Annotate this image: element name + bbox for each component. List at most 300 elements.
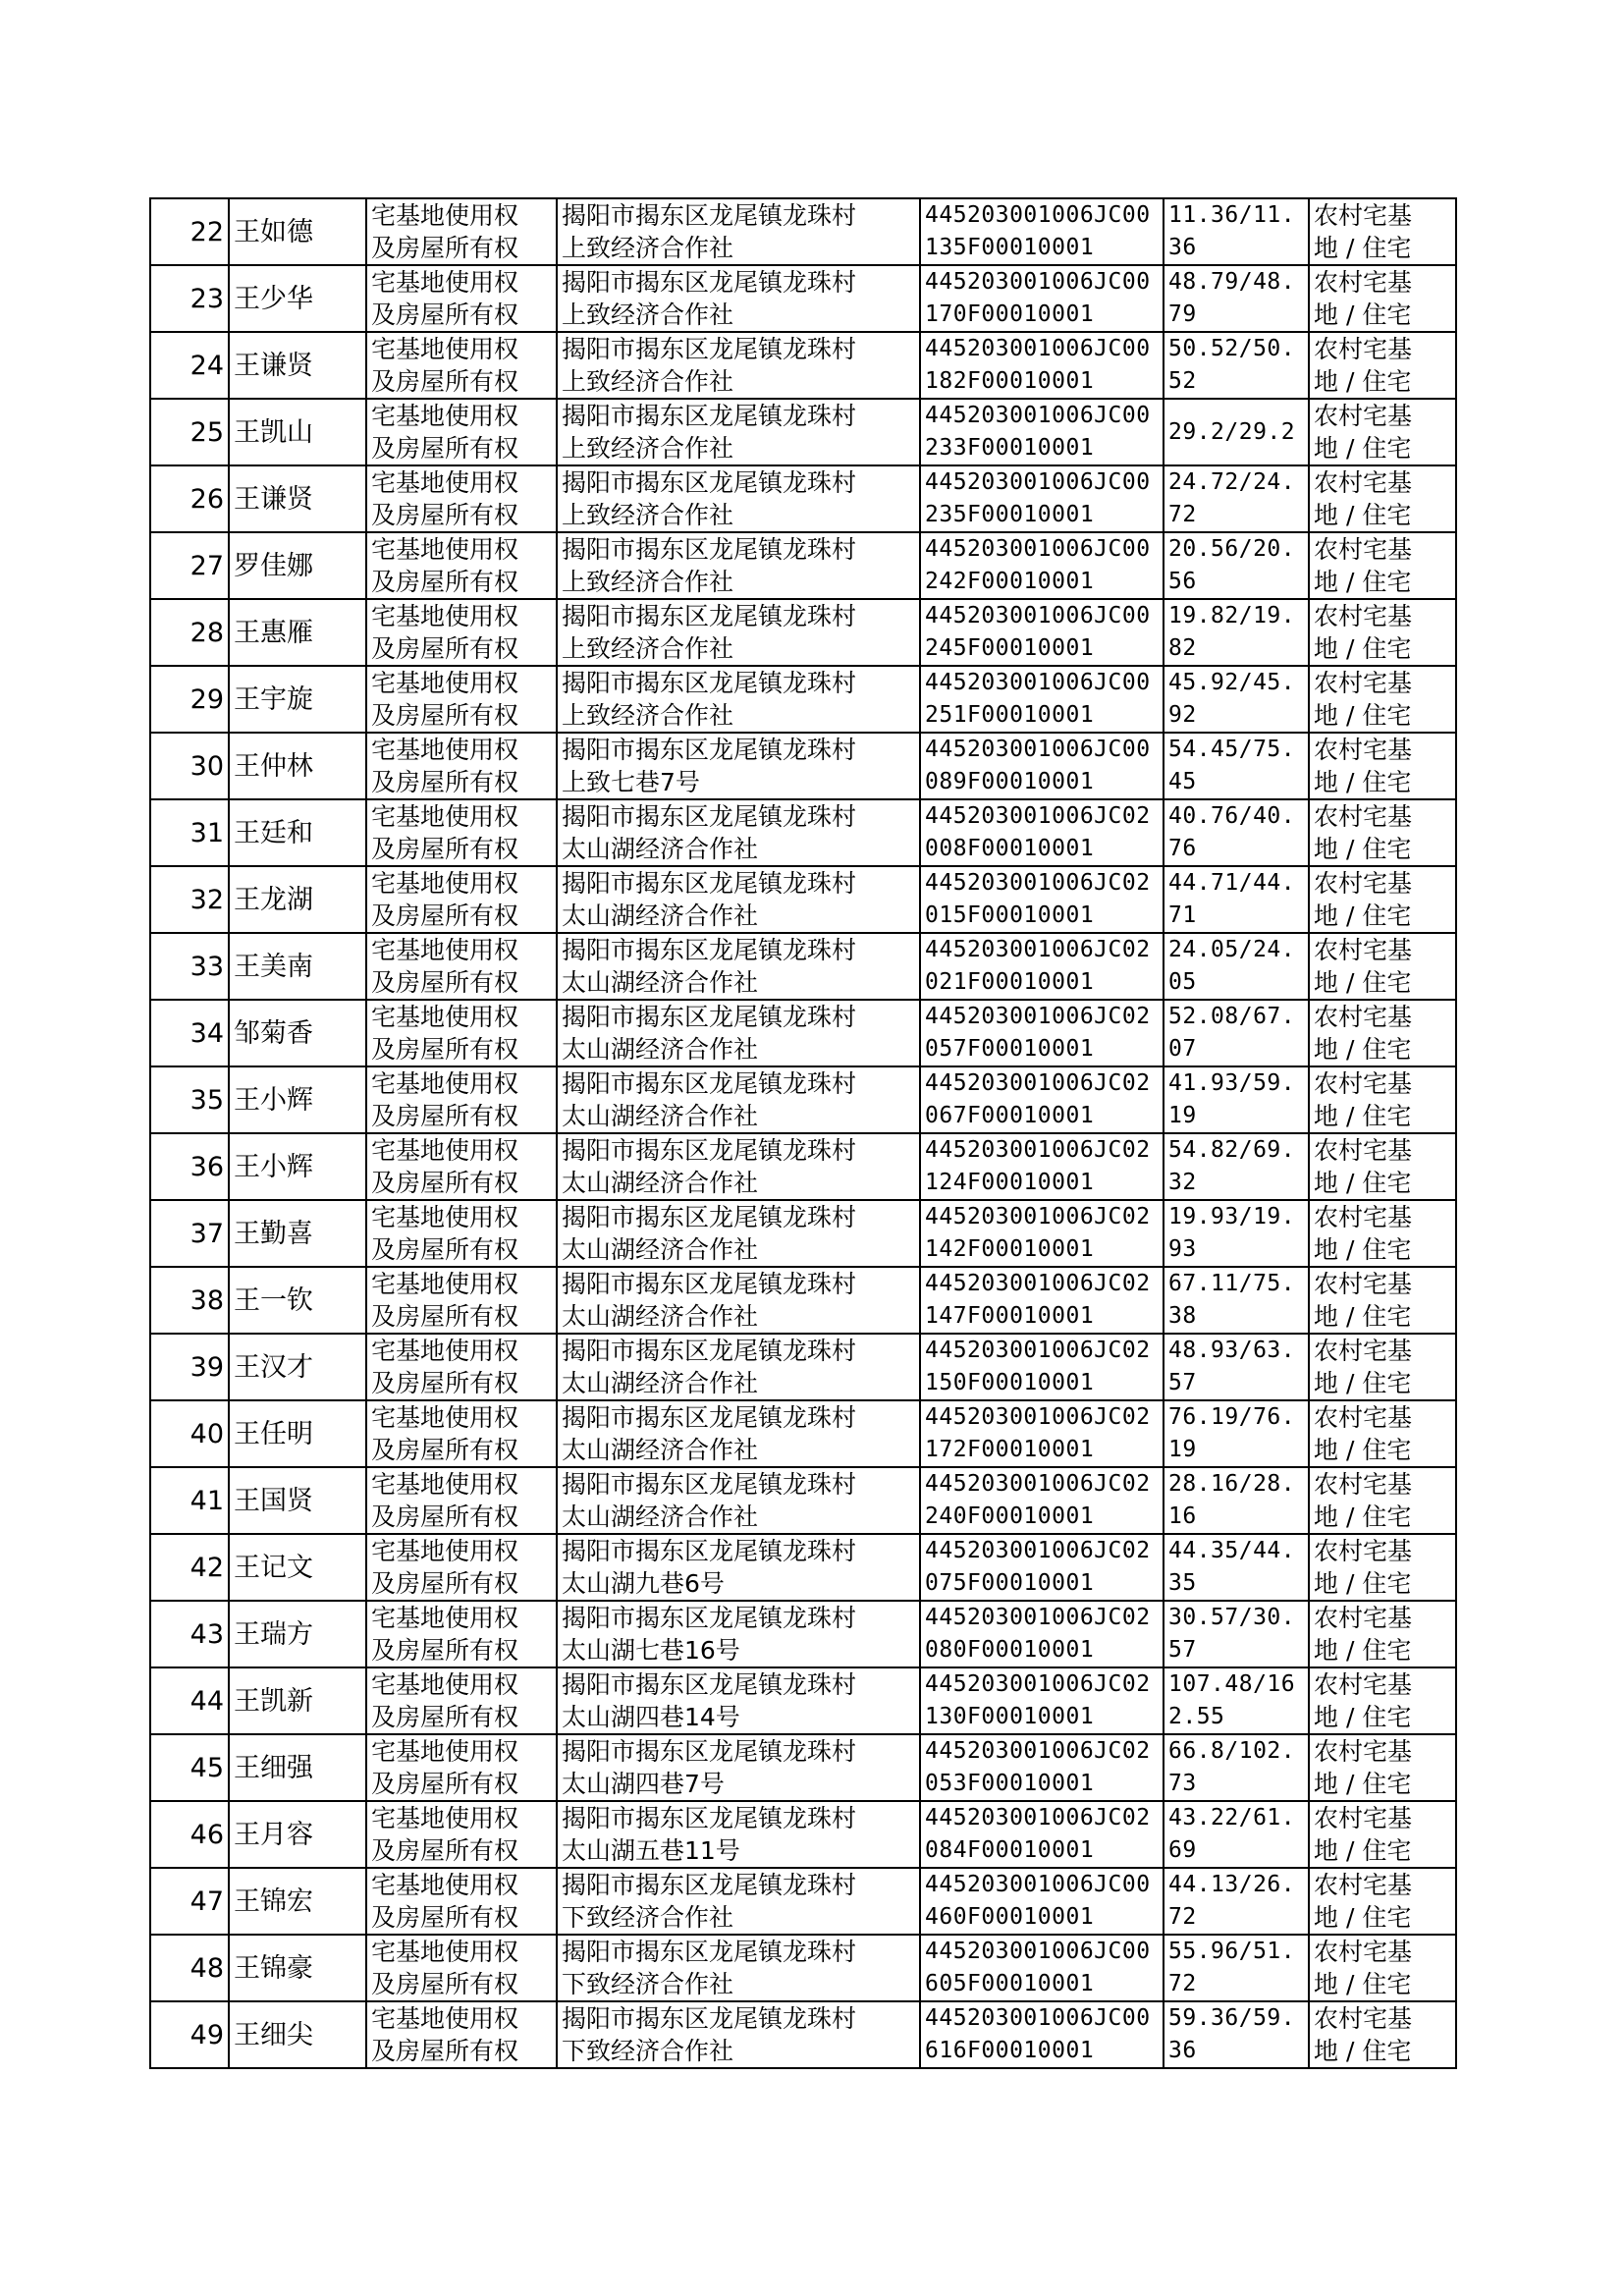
right-type-cell [366,1267,557,1334]
usage-cell [1309,1133,1456,1200]
right-type-cell [366,1868,557,1935]
unit-code-cell-line: 084F00010001 [925,1837,1095,1863]
unit-code-cell-line: 142F00010001 [925,1236,1095,1262]
table-row [150,198,1456,265]
row-number-cell: 24 [150,332,229,399]
table-row [150,733,1456,799]
usage-cell-line: 农村宅基 [1314,1270,1413,1298]
area-cell [1164,1334,1309,1400]
right-type-cell-line: 宅基地使用权 [371,1938,519,1966]
unit-code-cell-line: 445203001006JC02 [925,1671,1151,1697]
unit-code-cell-line: 445203001006JC02 [925,1070,1151,1096]
unit-code-cell [920,1601,1164,1667]
usage-cell [1309,1267,1456,1334]
unit-code-cell [920,2001,1164,2068]
owner-name-cell: 王国贤 [229,1467,366,1534]
usage-cell-line: 农村宅基 [1314,1804,1413,1832]
location-cell-line: 上致经济合作社 [562,701,734,730]
right-type-cell-line: 及房屋所有权 [371,835,519,863]
row-number-cell: 32 [150,866,229,933]
area-cell [1164,1534,1309,1601]
unit-code-cell [920,1801,1164,1868]
row-number-cell: 41 [150,1467,229,1534]
location-cell [557,399,920,465]
usage-cell-line: 地 / 住宅 [1314,568,1412,596]
unit-code-cell-line: 130F00010001 [925,1704,1095,1729]
row-number-cell: 36 [150,1133,229,1200]
area-cell [1164,1734,1309,1801]
location-cell-line: 揭阳市揭东区龙尾镇龙珠村 [562,1871,857,1899]
location-cell-line: 揭阳市揭东区龙尾镇龙珠村 [562,1403,857,1432]
owner-name-cell: 罗佳娜 [229,532,366,599]
location-cell-line: 上致七巷7号 [562,768,700,796]
right-type-cell-line: 及房屋所有权 [371,968,519,997]
location-cell-line: 揭阳市揭东区龙尾镇龙珠村 [562,268,857,297]
unit-code-cell [920,1400,1164,1467]
right-type-cell-line: 及房屋所有权 [371,1302,519,1331]
unit-code-cell-line: 445203001006JC02 [925,1471,1151,1497]
area-cell [1164,1467,1309,1534]
usage-cell [1309,532,1456,599]
area-cell-line: 54.45/75. [1168,737,1296,762]
area-cell-line: 50.52/50. [1168,336,1296,361]
location-cell-line: 揭阳市揭东区龙尾镇龙珠村 [562,1069,857,1098]
right-type-cell [366,1133,557,1200]
table-row [150,532,1456,599]
area-cell [1164,1000,1309,1066]
location-cell-line: 太山湖经济合作社 [562,1169,759,1197]
table-row [150,1200,1456,1267]
location-cell-line: 太山湖经济合作社 [562,1102,759,1130]
row-number-cell: 29 [150,666,229,733]
right-type-cell [366,1667,557,1734]
usage-cell-line: 地 / 住宅 [1314,1102,1412,1130]
usage-cell-line: 农村宅基 [1314,1069,1413,1098]
location-cell [557,1801,920,1868]
location-cell-line: 揭阳市揭东区龙尾镇龙珠村 [562,1136,857,1165]
area-cell-line: 66.8/102. [1168,1738,1296,1764]
unit-code-cell-line: 445203001006JC02 [925,1538,1151,1563]
right-type-cell [366,1467,557,1534]
row-number-cell: 43 [150,1601,229,1667]
table-row [150,1868,1456,1935]
area-cell-line: 43.22/61. [1168,1805,1296,1831]
right-type-cell [366,399,557,465]
usage-cell [1309,933,1456,1000]
location-cell-line: 揭阳市揭东区龙尾镇龙珠村 [562,1604,857,1632]
location-cell-line: 太山湖经济合作社 [562,835,759,863]
unit-code-cell-line: 605F00010001 [925,1971,1095,1996]
area-cell-line: 48.93/63. [1168,1338,1296,1363]
unit-code-cell-line: 445203001006JC00 [925,336,1151,361]
area-cell [1164,1667,1309,1734]
row-number-cell: 37 [150,1200,229,1267]
area-cell [1164,1935,1309,2001]
area-cell-line: 52.08/67. [1168,1004,1296,1029]
right-type-cell-line: 及房屋所有权 [371,1503,519,1531]
unit-code-cell-line: 015F00010001 [925,902,1095,928]
owner-name-cell: 王任明 [229,1400,366,1467]
owner-name-cell: 王廷和 [229,799,366,866]
usage-cell [1309,1334,1456,1400]
area-cell [1164,1133,1309,1200]
right-type-cell-line: 及房屋所有权 [371,1235,519,1264]
right-type-cell [366,265,557,332]
table-row [150,599,1456,666]
location-cell [557,1267,920,1334]
area-cell-line: 48.79/48. [1168,269,1296,295]
right-type-cell [366,1400,557,1467]
table-row [150,1667,1456,1734]
usage-cell [1309,465,1456,532]
usage-cell-line: 农村宅基 [1314,1003,1413,1031]
table-row [150,1534,1456,1601]
owner-name-cell: 王龙湖 [229,866,366,933]
owner-name-cell: 王谦贤 [229,332,366,399]
location-cell [557,799,920,866]
owner-name-cell: 王惠雁 [229,599,366,666]
area-cell-line: 55.96/51. [1168,1939,1296,1964]
table-body [150,198,1456,2068]
right-type-cell-line: 及房屋所有权 [371,768,519,796]
unit-code-cell-line: 240F00010001 [925,1503,1095,1529]
area-cell [1164,1267,1309,1334]
location-cell-line: 揭阳市揭东区龙尾镇龙珠村 [562,1938,857,1966]
right-type-cell-line: 宅基地使用权 [371,201,519,230]
owner-name-cell: 王汉才 [229,1334,366,1400]
right-type-cell [366,332,557,399]
area-cell [1164,666,1309,733]
location-cell-line: 太山湖经济合作社 [562,1369,759,1397]
area-cell [1164,1200,1309,1267]
usage-cell-line: 农村宅基 [1314,1537,1413,1565]
location-cell-line: 揭阳市揭东区龙尾镇龙珠村 [562,201,857,230]
usage-cell-line: 地 / 住宅 [1314,1503,1412,1531]
table-row [150,1467,1456,1534]
area-cell [1164,399,1309,465]
unit-code-cell-line: 172F00010001 [925,1437,1095,1462]
usage-cell-line: 农村宅基 [1314,1871,1413,1899]
unit-code-cell-line: 445203001006JC00 [925,670,1151,695]
owner-name-cell: 王记文 [229,1534,366,1601]
location-cell-line: 上致经济合作社 [562,234,734,262]
usage-cell-line: 农村宅基 [1314,936,1413,964]
usage-cell [1309,1534,1456,1601]
area-cell-line: 54.82/69. [1168,1137,1296,1163]
location-cell-line: 揭阳市揭东区龙尾镇龙珠村 [562,1337,857,1365]
unit-code-cell-line: 445203001006JC02 [925,1605,1151,1630]
right-type-cell-line: 宅基地使用权 [371,468,519,497]
right-type-cell-line: 宅基地使用权 [371,1670,519,1699]
location-cell [557,1868,920,1935]
area-cell-line: 52 [1168,368,1197,394]
location-cell-line: 揭阳市揭东区龙尾镇龙珠村 [562,1737,857,1766]
location-cell-line: 下致经济合作社 [562,1903,734,1932]
row-number-cell: 26 [150,465,229,532]
unit-code-cell [920,1267,1164,1334]
location-cell [557,1534,920,1601]
right-type-cell-line: 及房屋所有权 [371,1102,519,1130]
right-type-cell-line: 宅基地使用权 [371,1003,519,1031]
right-type-cell-line: 宅基地使用权 [371,535,519,564]
usage-cell-line: 农村宅基 [1314,468,1413,497]
right-type-cell-line: 及房屋所有权 [371,434,519,463]
usage-cell-line: 农村宅基 [1314,402,1413,430]
usage-cell-line: 农村宅基 [1314,1337,1413,1365]
owner-name-cell: 王凯新 [229,1667,366,1734]
owner-name-cell: 王小辉 [229,1133,366,1200]
usage-cell [1309,1734,1456,1801]
right-type-cell-line: 宅基地使用权 [371,1470,519,1499]
location-cell-line: 上致经济合作社 [562,568,734,596]
location-cell-line: 揭阳市揭东区龙尾镇龙珠村 [562,869,857,898]
area-cell-line: 11.36/11. [1168,202,1296,228]
usage-cell-line: 农村宅基 [1314,602,1413,630]
usage-cell-line: 地 / 住宅 [1314,1169,1412,1197]
usage-cell [1309,1868,1456,1935]
usage-cell-line: 地 / 住宅 [1314,968,1412,997]
row-number-cell: 45 [150,1734,229,1801]
usage-cell-line: 地 / 住宅 [1314,835,1412,863]
unit-code-cell-line: 445203001006JC02 [925,1738,1151,1764]
area-cell [1164,465,1309,532]
usage-cell-line: 地 / 住宅 [1314,1369,1412,1397]
owner-name-cell: 王锦豪 [229,1935,366,2001]
right-type-cell-line: 及房屋所有权 [371,2037,519,2065]
unit-code-cell-line: 445203001006JC02 [925,1404,1151,1430]
location-cell [557,532,920,599]
usage-cell [1309,1066,1456,1133]
table-row [150,1601,1456,1667]
usage-cell-line: 农村宅基 [1314,669,1413,697]
area-cell-line: 76.19/76. [1168,1404,1296,1430]
area-cell-line: 19.93/19. [1168,1204,1296,1229]
usage-cell-line: 农村宅基 [1314,268,1413,297]
usage-cell-line: 农村宅基 [1314,869,1413,898]
area-cell-line: 45 [1168,769,1197,794]
unit-code-cell-line: 233F00010001 [925,435,1095,461]
row-number-cell: 33 [150,933,229,1000]
unit-code-cell-line: 445203001006JC02 [925,803,1151,829]
area-cell [1164,1400,1309,1467]
area-cell [1164,1868,1309,1935]
unit-code-cell [920,1200,1164,1267]
row-number-cell: 28 [150,599,229,666]
table-row [150,465,1456,532]
right-type-cell-line: 及房屋所有权 [371,1569,519,1598]
area-cell-line: 28.16/28. [1168,1471,1296,1497]
table-row [150,332,1456,399]
usage-cell [1309,332,1456,399]
usage-cell-line: 地 / 住宅 [1314,1636,1412,1665]
location-cell [557,2001,920,2068]
usage-cell-line: 地 / 住宅 [1314,1770,1412,1798]
owner-name-cell: 邹菊香 [229,1000,366,1066]
owner-name-cell: 王细强 [229,1734,366,1801]
usage-cell [1309,666,1456,733]
right-type-cell-line: 及房屋所有权 [371,701,519,730]
table-row [150,1400,1456,1467]
area-cell-line: 69 [1168,1837,1197,1863]
usage-cell-line: 地 / 住宅 [1314,1436,1412,1464]
row-number-cell: 39 [150,1334,229,1400]
location-cell-line: 上致经济合作社 [562,501,734,529]
owner-name-cell: 王勤喜 [229,1200,366,1267]
usage-cell-line: 农村宅基 [1314,1670,1413,1699]
right-type-cell [366,1200,557,1267]
right-type-cell-line: 宅基地使用权 [371,1737,519,1766]
unit-code-cell [920,465,1164,532]
area-cell [1164,1801,1309,1868]
unit-code-cell [920,198,1164,265]
table-row [150,666,1456,733]
area-cell-line: 05 [1168,969,1197,995]
unit-code-cell [920,733,1164,799]
location-cell-line: 揭阳市揭东区龙尾镇龙珠村 [562,535,857,564]
owner-name-cell: 王锦宏 [229,1868,366,1935]
location-cell-line: 上致经济合作社 [562,301,734,329]
table-row [150,1801,1456,1868]
area-cell-line: 41.93/59. [1168,1070,1296,1096]
owner-name-cell: 王美南 [229,933,366,1000]
right-type-cell-line: 宅基地使用权 [371,669,519,697]
unit-code-cell [920,1667,1164,1734]
area-cell-line: 72 [1168,502,1197,527]
area-cell-line: 40.76/40. [1168,803,1296,829]
right-type-cell-line: 及房屋所有权 [371,367,519,396]
location-cell [557,1734,920,1801]
area-cell-line: 73 [1168,1771,1197,1796]
location-cell-line: 太山湖九巷6号 [562,1569,725,1598]
unit-code-cell [920,1868,1164,1935]
unit-code-cell-line: 089F00010001 [925,769,1095,794]
area-cell [1164,198,1309,265]
unit-code-cell-line: 616F00010001 [925,2038,1095,2063]
location-cell [557,1133,920,1200]
usage-cell-line: 农村宅基 [1314,1470,1413,1499]
unit-code-cell-line: 235F00010001 [925,502,1095,527]
right-type-cell-line: 宅基地使用权 [371,936,519,964]
usage-cell-line: 地 / 住宅 [1314,902,1412,930]
usage-cell-line: 地 / 住宅 [1314,1970,1412,1998]
location-cell-line: 揭阳市揭东区龙尾镇龙珠村 [562,669,857,697]
table-row [150,1133,1456,1200]
usage-cell [1309,733,1456,799]
unit-code-cell-line: 080F00010001 [925,1637,1095,1663]
row-number-cell: 35 [150,1066,229,1133]
row-number-cell: 30 [150,733,229,799]
unit-code-cell [920,1467,1164,1534]
owner-name-cell: 王仲林 [229,733,366,799]
location-cell [557,666,920,733]
usage-cell-line: 地 / 住宅 [1314,1302,1412,1331]
right-type-cell-line: 宅基地使用权 [371,602,519,630]
row-number-cell: 38 [150,1267,229,1334]
unit-code-cell-line: 445203001006JC00 [925,469,1151,495]
row-number-cell: 46 [150,1801,229,1868]
row-number-cell: 27 [150,532,229,599]
right-type-cell-line: 及房屋所有权 [371,1903,519,1932]
row-number-cell: 49 [150,2001,229,2068]
unit-code-cell-line: 067F00010001 [925,1103,1095,1128]
right-type-cell-line: 及房屋所有权 [371,1836,519,1865]
area-cell-line: 19 [1168,1437,1197,1462]
usage-cell [1309,1601,1456,1667]
area-cell [1164,799,1309,866]
right-type-cell-line: 及房屋所有权 [371,1169,519,1197]
owner-name-cell: 王凯山 [229,399,366,465]
location-cell [557,1200,920,1267]
usage-cell-line: 地 / 住宅 [1314,1903,1412,1932]
location-cell [557,933,920,1000]
right-type-cell [366,1935,557,2001]
area-cell-line: 32 [1168,1170,1197,1195]
right-type-cell-line: 及房屋所有权 [371,1703,519,1731]
unit-code-cell-line: 053F00010001 [925,1771,1095,1796]
right-type-cell-line: 宅基地使用权 [371,1069,519,1098]
unit-code-cell-line: 445203001006JC02 [925,1338,1151,1363]
usage-cell [1309,1801,1456,1868]
location-cell-line: 揭阳市揭东区龙尾镇龙珠村 [562,1003,857,1031]
right-type-cell [366,1000,557,1066]
unit-code-cell [920,1734,1164,1801]
right-type-cell-line: 及房屋所有权 [371,234,519,262]
area-cell-line: 76 [1168,836,1197,861]
area-cell-line: 30.57/30. [1168,1605,1296,1630]
unit-code-cell-line: 251F00010001 [925,702,1095,728]
registration-table [149,197,1457,2069]
area-cell-line: 36 [1168,2038,1197,2063]
unit-code-cell [920,1534,1164,1601]
location-cell-line: 下致经济合作社 [562,1970,734,1998]
unit-code-cell-line: 445203001006JC02 [925,1004,1151,1029]
right-type-cell-line: 及房屋所有权 [371,1636,519,1665]
right-type-cell-line: 及房屋所有权 [371,1770,519,1798]
location-cell-line: 太山湖经济合作社 [562,968,759,997]
location-cell [557,1935,920,2001]
right-type-cell-line: 及房屋所有权 [371,1035,519,1064]
location-cell [557,465,920,532]
row-number-cell: 25 [150,399,229,465]
area-cell-line: 45.92/45. [1168,670,1296,695]
right-type-cell-line: 宅基地使用权 [371,1804,519,1832]
location-cell [557,1000,920,1066]
right-type-cell [366,1601,557,1667]
location-cell-line: 上致经济合作社 [562,367,734,396]
area-cell [1164,332,1309,399]
unit-code-cell [920,265,1164,332]
area-cell-line: 72 [1168,1904,1197,1930]
right-type-cell [366,1534,557,1601]
unit-code-cell-line: 445203001006JC00 [925,536,1151,562]
unit-code-cell [920,933,1164,1000]
owner-name-cell: 王细尖 [229,2001,366,2068]
right-type-cell [366,1066,557,1133]
unit-code-cell-line: 057F00010001 [925,1036,1095,1062]
right-type-cell-line: 宅基地使用权 [371,1203,519,1231]
unit-code-cell-line: 182F00010001 [925,368,1095,394]
usage-cell [1309,2001,1456,2068]
location-cell-line: 揭阳市揭东区龙尾镇龙珠村 [562,1203,857,1231]
right-type-cell-line: 宅基地使用权 [371,736,519,764]
table-row [150,799,1456,866]
unit-code-cell-line: 445203001006JC02 [925,937,1151,962]
right-type-cell [366,799,557,866]
usage-cell-line: 农村宅基 [1314,802,1413,831]
location-cell-line: 太山湖经济合作社 [562,1436,759,1464]
unit-code-cell-line: 170F00010001 [925,301,1095,327]
unit-code-cell [920,1334,1164,1400]
